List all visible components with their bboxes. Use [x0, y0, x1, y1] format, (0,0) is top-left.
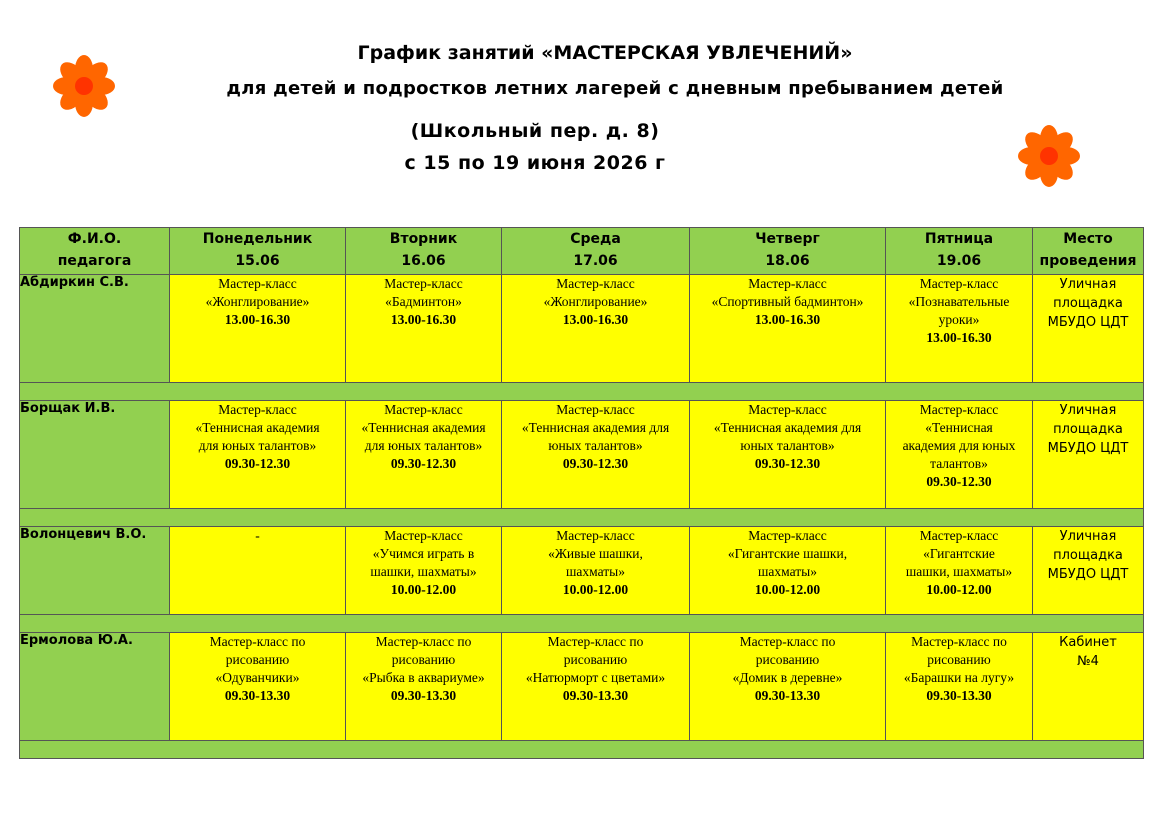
class-description: талантов» — [930, 456, 988, 471]
class-description: рисованию — [391, 652, 456, 667]
location-text: №4 — [1077, 654, 1099, 669]
class-cell-fri — [886, 633, 1033, 741]
class-time: 13.00-16.30 — [562, 312, 629, 327]
location-text: площадка — [1053, 296, 1123, 311]
class-cell-mon — [170, 633, 346, 741]
class-description: Мастер-класс — [919, 276, 999, 291]
class-time: 09.30-13.30 — [224, 688, 291, 703]
class-description: Мастер-класс — [384, 402, 463, 417]
class-description: академия для юных — [902, 438, 1016, 453]
class-description: Мастер-класс по — [375, 634, 472, 649]
column-header-fio: Ф.И.О. педагога — [20, 228, 170, 275]
class-description: «Учимся играть в — [372, 546, 475, 561]
class-description: «Теннисная академия для — [521, 420, 670, 435]
class-description: рисованию — [927, 652, 991, 667]
spacer-row — [20, 741, 1144, 759]
class-cell-fri — [886, 527, 1033, 615]
class-description: «Жонглирование» — [205, 294, 310, 309]
class-description: «Барашки на лугу» — [903, 670, 1015, 685]
class-time: 09.30-12.30 — [224, 456, 291, 471]
class-description: «Гигантские шашки, — [727, 546, 848, 561]
class-description: «Теннисная академия для — [713, 420, 862, 435]
location-text: Уличная — [1059, 277, 1117, 292]
table-row — [20, 401, 1144, 509]
class-time: 13.00-16.30 — [390, 312, 457, 327]
spacer-cell — [20, 615, 1144, 633]
location-text: площадка — [1053, 548, 1123, 563]
title-line-2: для детей и подростков летних лагерей с дневным пребыванием детей — [226, 78, 1004, 99]
spacer-cell — [20, 383, 1144, 401]
location-text: площадка — [1053, 422, 1123, 437]
class-description: рисованию — [755, 652, 820, 667]
class-description: рисованию — [563, 652, 628, 667]
table-row — [20, 633, 1144, 741]
class-time: 09.30-12.30 — [390, 456, 457, 471]
class-cell-fri — [886, 401, 1033, 509]
class-description: рисованию — [225, 652, 290, 667]
class-description: шашки, шахматы» — [905, 564, 1013, 579]
class-description: Мастер-класс — [556, 528, 635, 543]
title-address: (Школьный пер. д. 8) — [410, 120, 660, 142]
class-description: Мастер-класс — [748, 276, 827, 291]
class-description: «Одуванчики» — [215, 670, 300, 685]
class-description: для юных талантов» — [364, 438, 483, 453]
class-time: 09.30-13.30 — [390, 688, 457, 703]
class-description: Мастер-класс — [218, 276, 297, 291]
class-description: Мастер-класс — [384, 528, 463, 543]
column-header-place: Место проведения — [1033, 228, 1144, 275]
class-time: 10.00-12.00 — [754, 582, 821, 597]
location-cell — [1033, 527, 1144, 615]
class-description: Мастер-класс по — [547, 634, 644, 649]
class-time: 09.30-13.30 — [926, 688, 992, 703]
class-description: Мастер-класс — [748, 402, 827, 417]
spacer-cell — [20, 741, 1144, 759]
class-description: шахматы» — [566, 564, 625, 579]
class-time: 13.00-16.30 — [224, 312, 291, 327]
schedule-table — [19, 227, 1144, 759]
class-description: для юных талантов» — [198, 438, 317, 453]
class-description: шахматы» — [758, 564, 817, 579]
class-time: 09.30-12.30 — [562, 456, 629, 471]
class-cell-thu — [690, 401, 886, 509]
spacer-cell — [20, 509, 1144, 527]
class-description: Мастер-класс — [218, 402, 297, 417]
column-header-friday: Пятница 19.06 — [886, 228, 1033, 275]
location-cell — [1033, 401, 1144, 509]
class-cell-mon — [170, 527, 346, 615]
class-description: - — [255, 528, 260, 543]
class-description: «Теннисная академия — [361, 420, 486, 435]
class-time: 10.00-12.00 — [562, 582, 629, 597]
class-description: «Натюрморт с цветами» — [525, 670, 666, 685]
title-dates: с 15 по 19 июня 2026 г — [404, 152, 666, 174]
column-header-wednesday: Среда 17.06 — [502, 228, 690, 275]
location-text: Уличная — [1059, 529, 1117, 544]
location-cell — [1033, 633, 1144, 741]
class-description: Мастер-класс — [556, 402, 635, 417]
table-row — [20, 275, 1144, 383]
class-description: Мастер-класс по — [911, 634, 1007, 649]
class-description: Мастер-класс по — [739, 634, 836, 649]
class-cell-fri — [886, 275, 1033, 383]
table-row — [20, 527, 1144, 615]
class-time: 10.00-12.00 — [926, 582, 992, 597]
class-time: 10.00-12.00 — [390, 582, 457, 597]
class-description: «Теннисная — [925, 420, 993, 435]
class-description: «Домик в деревне» — [732, 670, 843, 685]
teacher-name: Борщак И.В. — [20, 401, 170, 509]
class-description: «Жонглирование» — [543, 294, 648, 309]
teacher-name: Абдиркин С.В. — [20, 275, 170, 383]
location-text: МБУДО ЦДТ — [1047, 441, 1129, 456]
teacher-name: Волонцевич В.О. — [20, 527, 170, 615]
teacher-name: Ермолова Ю.А. — [20, 633, 170, 741]
class-cell-tue — [346, 527, 502, 615]
flower-icon — [52, 54, 116, 118]
class-time: 09.30-13.30 — [562, 688, 629, 703]
title-line-1: График занятий «МАСТЕРСКАЯ УВЛЕЧЕНИЙ» — [357, 42, 853, 64]
class-description: шашки, шахматы» — [370, 564, 477, 579]
class-time: 09.30-13.30 — [754, 688, 821, 703]
class-cell-mon — [170, 275, 346, 383]
class-cell-thu — [690, 527, 886, 615]
class-description: «Бадминтон» — [385, 294, 462, 309]
class-description: Мастер-класс — [748, 528, 827, 543]
flower-icon — [1017, 124, 1081, 188]
class-description: Мастер-класс — [919, 528, 999, 543]
class-cell-thu — [690, 275, 886, 383]
class-description: Мастер-класс по — [209, 634, 306, 649]
class-description: Мастер-класс — [556, 276, 635, 291]
class-description: Мастер-класс — [384, 276, 463, 291]
class-description: «Живые шашки, — [548, 546, 643, 561]
class-description: юных талантов» — [740, 438, 835, 453]
header-row — [20, 228, 1144, 275]
spacer-row — [20, 615, 1144, 633]
spacer-row — [20, 383, 1144, 401]
location-text: МБУДО ЦДТ — [1047, 567, 1129, 582]
class-cell-tue — [346, 633, 502, 741]
class-cell-tue — [346, 401, 502, 509]
column-header-tuesday: Вторник 16.06 — [346, 228, 502, 275]
spacer-row — [20, 509, 1144, 527]
class-time: 13.00-16.30 — [754, 312, 821, 327]
class-cell-mon — [170, 401, 346, 509]
column-header-monday: Понедельник 15.06 — [170, 228, 346, 275]
location-text: МБУДО ЦДТ — [1047, 315, 1129, 330]
column-header-thursday: Четверг 18.06 — [690, 228, 886, 275]
class-description: «Теннисная академия — [195, 420, 320, 435]
class-cell-wed — [502, 401, 690, 509]
class-cell-thu — [690, 633, 886, 741]
class-description: «Гигантские — [923, 546, 995, 561]
class-cell-wed — [502, 633, 690, 741]
class-description: «Познавательные — [908, 294, 1010, 309]
class-cell-wed — [502, 275, 690, 383]
class-time: 09.30-12.30 — [926, 474, 992, 489]
location-text: Кабинет — [1059, 635, 1117, 650]
class-cell-tue — [346, 275, 502, 383]
location-text: Уличная — [1059, 403, 1117, 418]
class-description: «Спортивный бадминтон» — [711, 294, 864, 309]
class-description: «Рыбка в аквариуме» — [362, 670, 485, 685]
class-cell-wed — [502, 527, 690, 615]
class-description: Мастер-класс — [919, 402, 999, 417]
class-time: 13.00-16.30 — [926, 330, 992, 345]
class-time: 09.30-12.30 — [754, 456, 821, 471]
class-description: уроки» — [938, 312, 980, 327]
location-cell — [1033, 275, 1144, 383]
class-description: юных талантов» — [548, 438, 643, 453]
